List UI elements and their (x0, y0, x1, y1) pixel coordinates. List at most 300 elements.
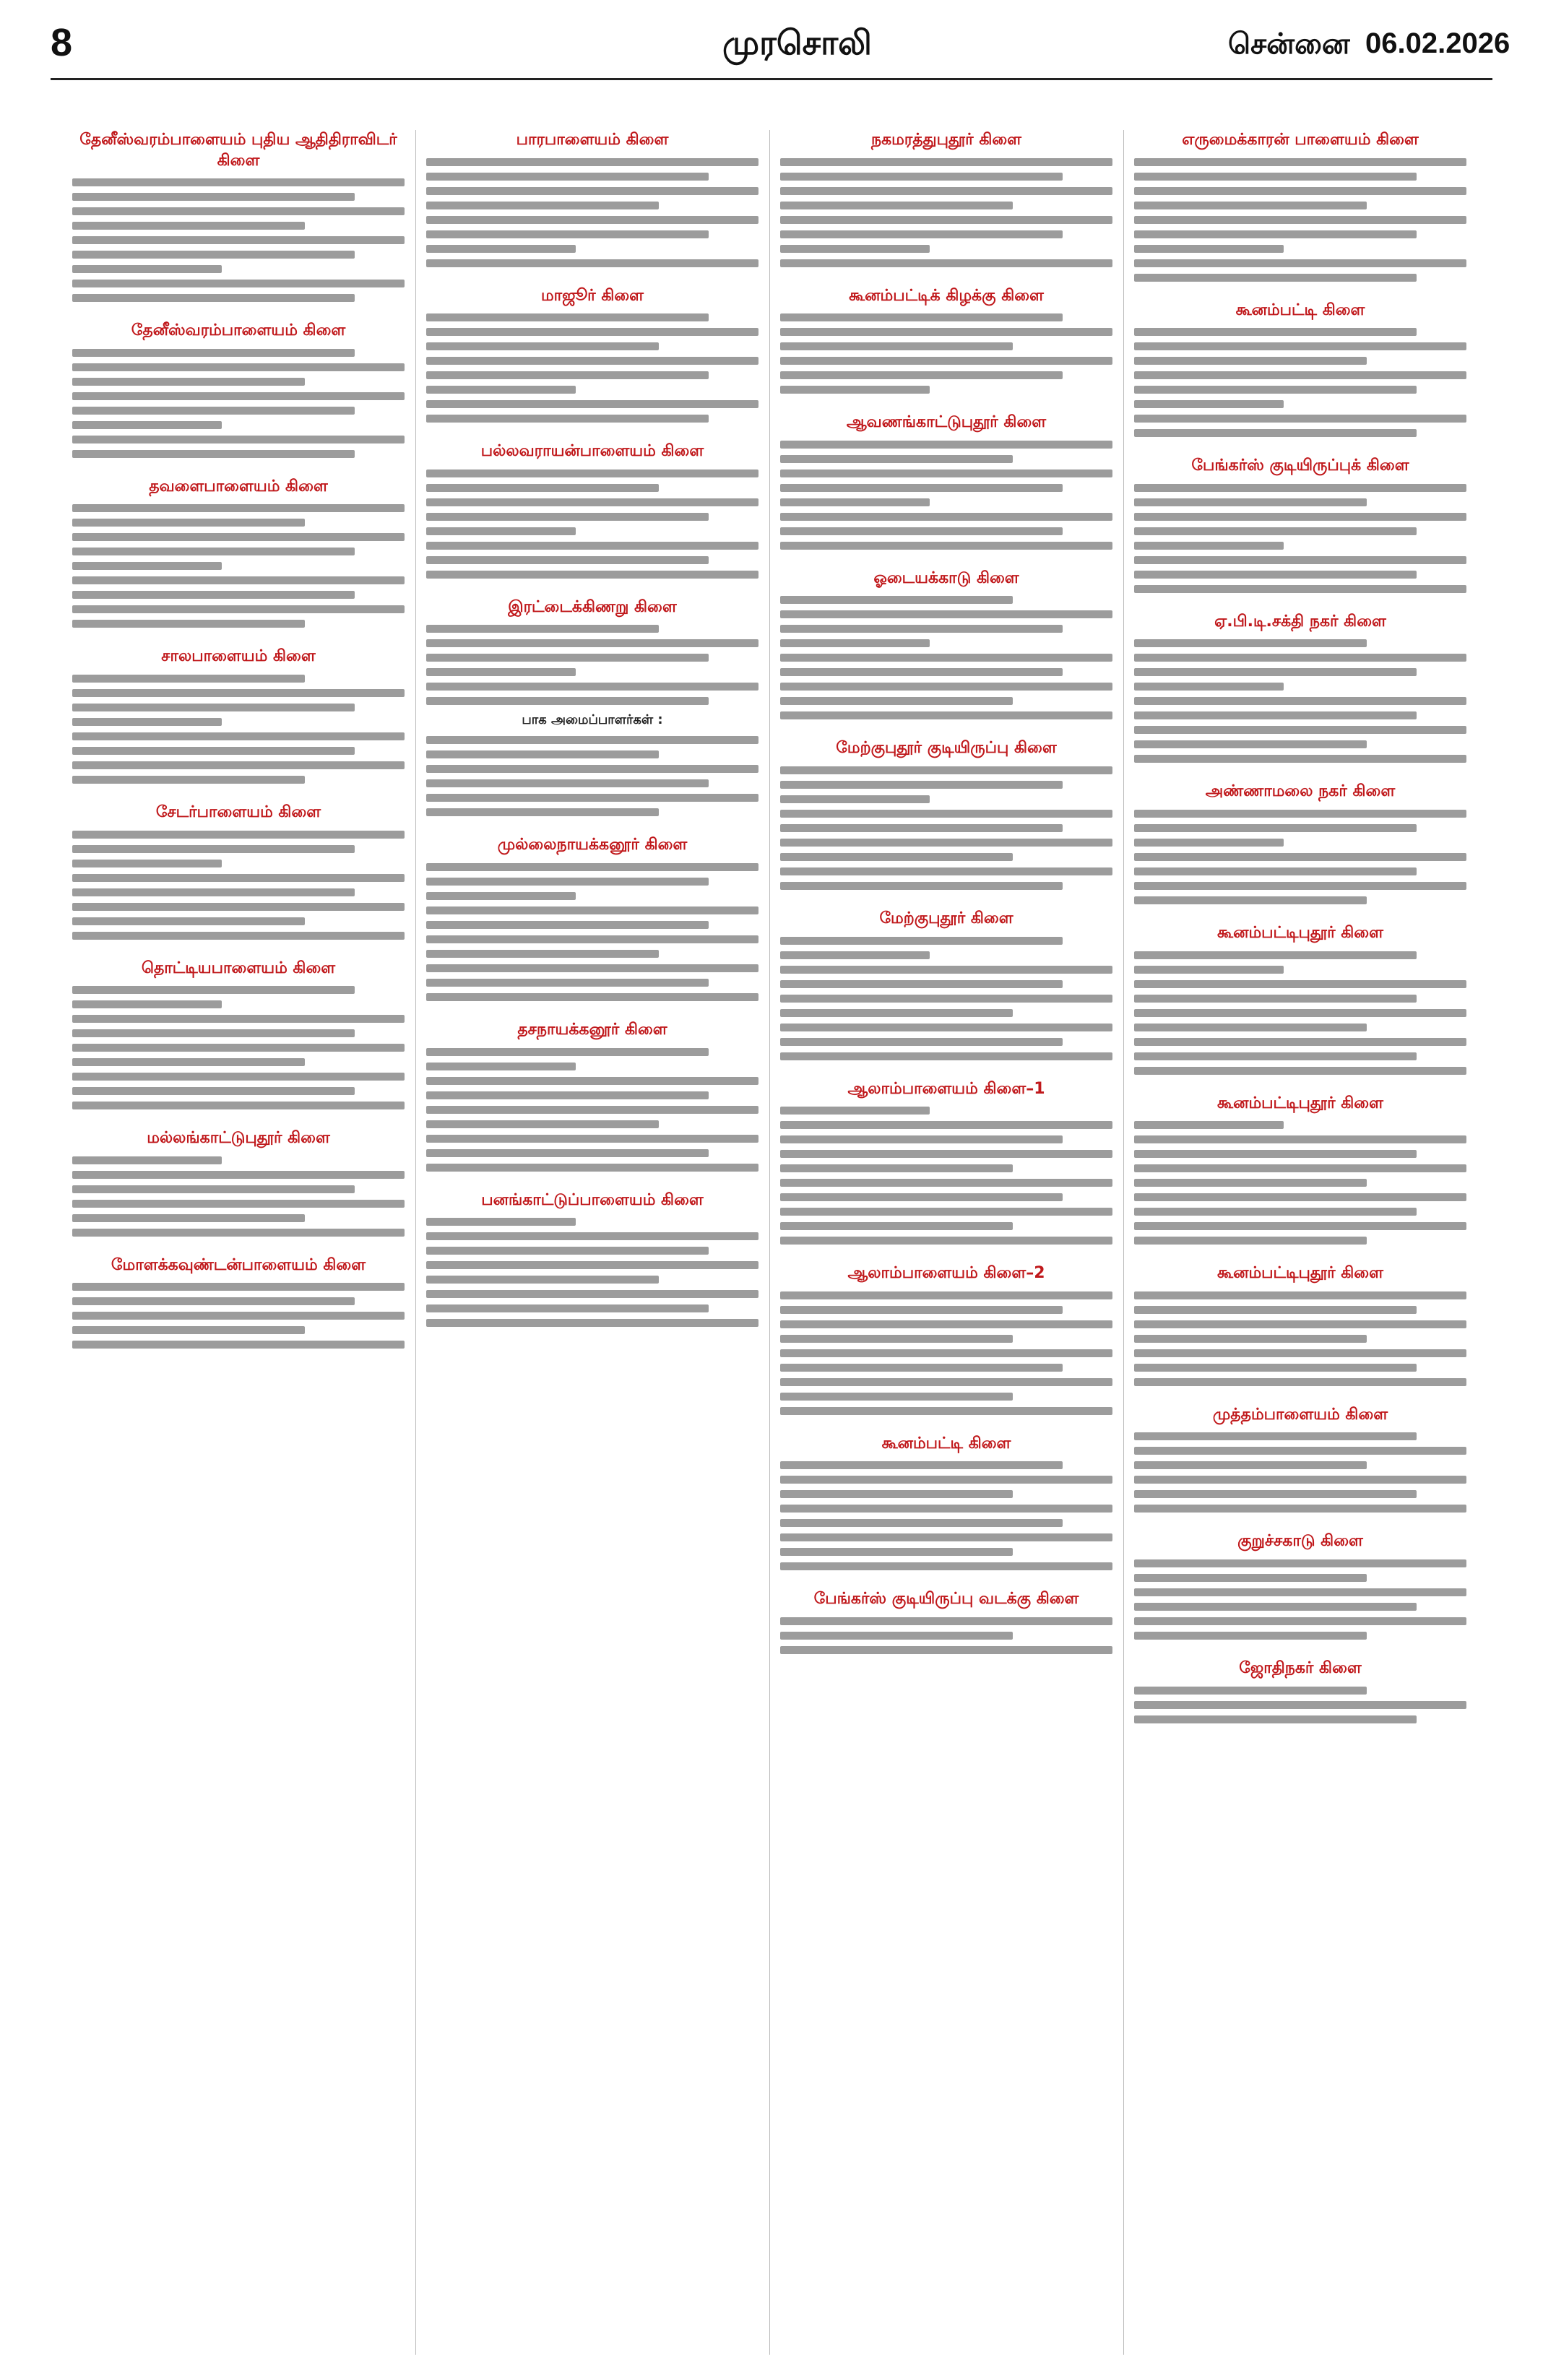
section-heading: இரட்டைக்கிணறு கிளை (508, 597, 677, 616)
text-line (1134, 1335, 1367, 1343)
text-line (1134, 1193, 1466, 1201)
text-line (780, 1548, 1013, 1556)
text-line (780, 1193, 1063, 1201)
text-line (1134, 740, 1367, 748)
text-line (72, 1058, 305, 1066)
text-line (72, 620, 305, 628)
text-line (426, 1149, 709, 1157)
branch-section (72, 477, 405, 628)
text-line (780, 1024, 1112, 1031)
text-line (1134, 1505, 1466, 1513)
text-line (72, 1214, 305, 1222)
section-heading: குறுச்சகாடு கிளை (1237, 1532, 1363, 1551)
text-line (426, 863, 758, 871)
text-line (72, 436, 405, 443)
text-line (780, 711, 1112, 719)
branch-section (1134, 612, 1466, 763)
text-line (426, 1276, 659, 1284)
text-line (780, 1150, 1112, 1158)
text-line (780, 1222, 1013, 1230)
text-line (1134, 202, 1367, 209)
text-line (780, 1505, 1112, 1513)
text-line (780, 1107, 930, 1115)
text-line (780, 187, 1112, 195)
column-2 (426, 130, 758, 2355)
branch-section (426, 130, 758, 267)
branch-section (72, 802, 405, 940)
text-line (1134, 415, 1466, 423)
text-line (426, 230, 709, 238)
text-line (426, 556, 709, 564)
text-line (72, 732, 405, 740)
branch-section (1134, 1531, 1466, 1640)
branch-section (780, 1434, 1112, 1571)
section-heading: தொட்டியபாளையம் கிளை (141, 959, 336, 977)
section-heading: கூனம்பட்டி கிளை (881, 1434, 1011, 1453)
section-heading: பேங்கர்ஸ் குடியிருப்புக் கிளை (1191, 456, 1409, 475)
text-line (426, 1261, 758, 1269)
text-line (780, 781, 1063, 789)
text-line (426, 1135, 758, 1143)
branch-section (780, 412, 1112, 550)
branch-section (426, 286, 758, 423)
text-line (426, 415, 709, 423)
section-heading: எருமைக்காரன் பாளையம் கிளை (1182, 131, 1419, 149)
text-line (1134, 342, 1466, 350)
text-line (780, 1291, 1112, 1299)
text-line (72, 294, 355, 302)
text-line (780, 469, 1112, 477)
branch-section (1134, 1094, 1466, 1245)
text-line (780, 995, 1112, 1003)
text-line (1134, 995, 1417, 1003)
text-line (72, 1326, 305, 1334)
text-line (780, 1164, 1013, 1172)
text-line (780, 386, 930, 394)
text-line (72, 280, 405, 287)
text-line (1134, 839, 1284, 847)
text-line (1134, 711, 1417, 719)
section-heading: தேனீஸ்வரம்பாளையம் கிளை (131, 321, 346, 340)
text-line (72, 1000, 222, 1008)
text-line (780, 596, 1013, 604)
text-line (72, 533, 405, 541)
section-heading: தசநாயக்கனூர் கிளை (517, 1020, 667, 1039)
text-line (1134, 1632, 1367, 1640)
text-line (780, 527, 1063, 535)
text-line (1134, 1208, 1417, 1216)
text-line (780, 795, 930, 803)
text-line (780, 259, 1112, 267)
text-line (426, 328, 758, 336)
text-line (426, 469, 758, 477)
text-line (426, 1232, 758, 1240)
column-1 (72, 130, 405, 2355)
text-line (72, 1029, 355, 1037)
branch-section (426, 835, 758, 1001)
text-line (780, 1393, 1013, 1401)
text-line (426, 216, 758, 224)
text-line (72, 1185, 355, 1193)
text-line (1134, 1447, 1466, 1455)
branch-section (72, 1255, 405, 1349)
text-line (72, 265, 222, 273)
text-line (1134, 429, 1417, 437)
section-heading: முத்தம்பாளையம் கிளை (1212, 1405, 1388, 1424)
section-heading: பல்லவராயன்பாளையம் கிளை (480, 442, 704, 461)
text-line (780, 853, 1013, 861)
text-line (780, 230, 1063, 238)
text-line (1134, 556, 1466, 564)
columns (72, 130, 1474, 2355)
branch-section (1134, 130, 1466, 282)
text-line (72, 1015, 405, 1023)
section-heading: சேடர்பாளையம் கிளை (155, 802, 321, 821)
branch-section (72, 130, 405, 302)
text-line (72, 845, 355, 853)
text-line (426, 906, 758, 914)
text-line (72, 407, 355, 415)
text-line (1134, 1038, 1466, 1046)
text-line (780, 683, 1112, 691)
masthead: முரசொலி (722, 23, 872, 62)
text-line (426, 935, 758, 943)
text-line (1134, 867, 1417, 875)
text-line (426, 1290, 758, 1298)
text-line (780, 1407, 1112, 1415)
text-line (426, 1247, 709, 1255)
text-line (72, 860, 222, 867)
text-line (72, 576, 405, 584)
text-line (426, 484, 659, 492)
section-heading: ஓடையக்காடு கிளை (873, 568, 1019, 587)
text-line (780, 1320, 1112, 1328)
text-line (780, 766, 1112, 774)
section-heading: மல்லங்காட்டுபுதூர் கிளை (147, 1129, 330, 1148)
text-line (1134, 1574, 1367, 1582)
text-line (72, 1283, 405, 1291)
section-heading: நகமரத்துபுதூர் கிளை (870, 131, 1022, 149)
text-line (72, 207, 405, 215)
text-line (1134, 1603, 1417, 1611)
section-heading: சாலபாளையம் கிளை (161, 647, 316, 666)
text-line (780, 498, 930, 506)
text-line (780, 1237, 1112, 1245)
text-line (1134, 697, 1466, 705)
text-line (780, 625, 1063, 633)
text-line (1134, 966, 1284, 974)
text-line (72, 874, 405, 882)
text-line (72, 1073, 405, 1081)
text-line (72, 605, 405, 613)
text-line (72, 562, 222, 570)
section-heading: மேற்குபுதூர் குடியிருப்பு கிளை (836, 739, 1057, 758)
text-line (780, 1306, 1063, 1314)
text-line (1134, 1559, 1466, 1567)
text-line (780, 1335, 1013, 1343)
text-line (72, 392, 405, 400)
section-heading: கூனம்பட்டிபுதூர் கிளை (1217, 1094, 1383, 1112)
text-line (426, 342, 659, 350)
text-line (72, 675, 305, 683)
text-line (1134, 1009, 1466, 1017)
text-line (780, 810, 1112, 818)
text-line (780, 951, 930, 959)
text-line (780, 1179, 1112, 1187)
text-line (1134, 371, 1466, 379)
text-line (780, 1378, 1112, 1386)
text-line (1134, 1701, 1466, 1709)
text-line (72, 1171, 405, 1179)
text-line (1134, 527, 1417, 535)
text-line (1134, 513, 1466, 521)
section-heading: ஆலாம்பாளையம் கிளை–2 (847, 1264, 1045, 1283)
branch-section (1134, 456, 1466, 593)
text-line (1134, 173, 1417, 181)
text-line (72, 222, 305, 230)
text-line (72, 1102, 405, 1109)
text-line (1134, 1490, 1417, 1498)
text-line (780, 1349, 1112, 1357)
branch-section (426, 1190, 758, 1328)
text-line (1134, 853, 1466, 861)
branch-section (780, 568, 1112, 720)
header-rule (51, 78, 1492, 80)
text-line (426, 542, 758, 550)
text-line (780, 441, 1112, 449)
text-line (72, 689, 405, 697)
text-line (780, 1533, 1112, 1541)
section-heading: ஆவணங்காட்டுபுதூர் கிளை (846, 413, 1047, 432)
text-line (426, 1091, 709, 1099)
text-line (426, 1077, 758, 1085)
text-line (72, 378, 305, 386)
text-line (1134, 585, 1466, 593)
section-heading: தேனீஸ்வரம்பாளையம் புதிய ஆதிதிராவிடர் கிளை (79, 131, 397, 170)
text-line (1134, 1052, 1417, 1060)
text-line (780, 1038, 1063, 1046)
text-line (1134, 328, 1417, 336)
section-heading: மாஜூர் கிளை (540, 286, 644, 305)
text-line (1134, 1715, 1417, 1723)
text-line (72, 1087, 355, 1095)
text-line (72, 504, 405, 512)
text-line (72, 932, 405, 940)
section-heading: பேங்கர்ஸ் குடியிருப்பு வடக்கு கிளை (813, 1590, 1079, 1609)
text-line (780, 1208, 1112, 1216)
text-line (426, 794, 758, 802)
text-line (1134, 259, 1466, 267)
text-line (1134, 654, 1466, 662)
text-line (1134, 386, 1417, 394)
text-line (780, 668, 1063, 676)
branch-section (72, 1128, 405, 1237)
text-line (426, 571, 758, 579)
text-line (1134, 1121, 1284, 1129)
text-line (426, 639, 758, 647)
branch-section (780, 909, 1112, 1060)
text-line (72, 548, 355, 555)
text-line (1134, 1687, 1367, 1695)
branch-section (1134, 782, 1466, 904)
text-line (1134, 1222, 1466, 1230)
text-line (426, 313, 709, 321)
text-line (1134, 216, 1466, 224)
text-line (426, 1048, 709, 1056)
column-rule (1123, 130, 1124, 2355)
text-line (426, 625, 659, 633)
text-line (72, 349, 355, 357)
text-line (1134, 1291, 1466, 1299)
text-line (780, 216, 1112, 224)
text-line (426, 1319, 758, 1327)
text-line (780, 313, 1063, 321)
branch-section (1134, 1658, 1466, 1723)
text-line (1134, 726, 1466, 734)
text-line (780, 455, 1013, 463)
branch-section (780, 738, 1112, 890)
text-line (780, 357, 1112, 365)
text-line (426, 1063, 576, 1070)
text-line (780, 158, 1112, 166)
text-line (72, 888, 355, 896)
text-line (426, 993, 758, 1001)
issue-date: 06.02.2026 (1365, 27, 1510, 59)
text-line (72, 747, 355, 755)
text-line (72, 1297, 355, 1305)
branch-section (72, 959, 405, 1110)
text-line (426, 808, 659, 816)
text-line (1134, 1588, 1466, 1596)
section-heading: ஏ.பி.டி.சக்தி நகர் கிளை (1214, 612, 1386, 631)
text-line (780, 824, 1063, 832)
section-heading: கூனம்பட்டி கிளை (1235, 300, 1365, 319)
text-line (1134, 896, 1367, 904)
text-line (780, 867, 1112, 875)
section-heading: அண்ணாமலை நகர் கிளை (1205, 782, 1396, 801)
text-line (1134, 683, 1284, 691)
text-line (426, 259, 758, 267)
text-line (1134, 1067, 1466, 1075)
text-line (1134, 357, 1367, 365)
text-line (1134, 1476, 1466, 1484)
text-line (1134, 755, 1466, 763)
text-line (780, 484, 1063, 492)
branch-section (1134, 923, 1466, 1075)
text-line (1134, 1164, 1466, 1172)
text-line (780, 966, 1112, 974)
text-line (426, 187, 758, 195)
text-line (426, 779, 709, 787)
text-line (426, 964, 758, 972)
branch-section (780, 1589, 1112, 1654)
text-line (72, 831, 405, 839)
text-line (426, 765, 758, 773)
text-line (780, 1476, 1112, 1484)
text-line (1134, 1179, 1367, 1187)
text-line (1134, 980, 1466, 988)
text-line (72, 421, 222, 429)
branch-section (1134, 300, 1466, 438)
branch-section (1134, 1263, 1466, 1386)
text-line (72, 1341, 405, 1349)
text-line (780, 1052, 1112, 1060)
text-line (1134, 1024, 1367, 1031)
branch-section (780, 1079, 1112, 1245)
text-line (72, 776, 305, 784)
text-line (1134, 668, 1417, 676)
text-line (1134, 639, 1367, 647)
text-line (780, 342, 1013, 350)
text-line (426, 668, 576, 676)
branch-section (426, 441, 758, 579)
text-line (1134, 1349, 1466, 1357)
text-line (1134, 1432, 1417, 1440)
text-line (1134, 187, 1466, 195)
text-line (72, 903, 405, 911)
text-line (1134, 274, 1417, 282)
text-line (72, 917, 305, 925)
text-line (1134, 542, 1284, 550)
text-line (780, 937, 1063, 945)
text-line (780, 980, 1063, 988)
text-line (780, 1364, 1063, 1372)
text-line (72, 1044, 405, 1052)
text-line (426, 892, 576, 900)
text-line (426, 173, 709, 181)
text-line (1134, 1617, 1466, 1625)
text-line (780, 1121, 1112, 1129)
text-line (780, 371, 1063, 379)
text-line (1134, 484, 1466, 492)
text-line (780, 328, 1112, 336)
section-heading: ஜோதிநகர் கிளை (1239, 1658, 1362, 1677)
text-line (780, 839, 1112, 847)
sub-heading: பாக அமைப்பாளர்கள் : (522, 712, 663, 728)
text-line (72, 591, 355, 599)
text-line (426, 950, 659, 958)
text-line (72, 1200, 405, 1208)
text-line (1134, 882, 1466, 890)
text-line (72, 519, 305, 527)
text-line (1134, 1378, 1466, 1386)
section-heading: கூனம்பட்டிபுதூர் கிளை (1217, 923, 1383, 942)
text-line (780, 1519, 1063, 1527)
text-line (1134, 1135, 1466, 1143)
text-line (426, 357, 758, 365)
text-line (426, 736, 758, 744)
text-line (1134, 400, 1284, 408)
text-line (1134, 571, 1417, 579)
branch-section (780, 286, 1112, 394)
page-header (0, 0, 1543, 79)
text-line (72, 986, 355, 994)
section-heading: கூனம்பட்டிக் கிழக்கு கிளை (849, 286, 1044, 305)
text-line (426, 1304, 709, 1312)
text-line (1134, 1306, 1417, 1314)
city-label: சென்னை (1228, 27, 1350, 61)
text-line (72, 178, 405, 186)
text-line (72, 251, 355, 259)
text-line (1134, 1237, 1367, 1245)
text-line (780, 1632, 1013, 1640)
text-line (72, 704, 355, 711)
text-line (426, 683, 758, 691)
branch-section (426, 1020, 758, 1172)
section-heading: பாரபாளையம் கிளை (516, 131, 669, 149)
text-line (1134, 824, 1417, 832)
text-line (1134, 1461, 1367, 1469)
